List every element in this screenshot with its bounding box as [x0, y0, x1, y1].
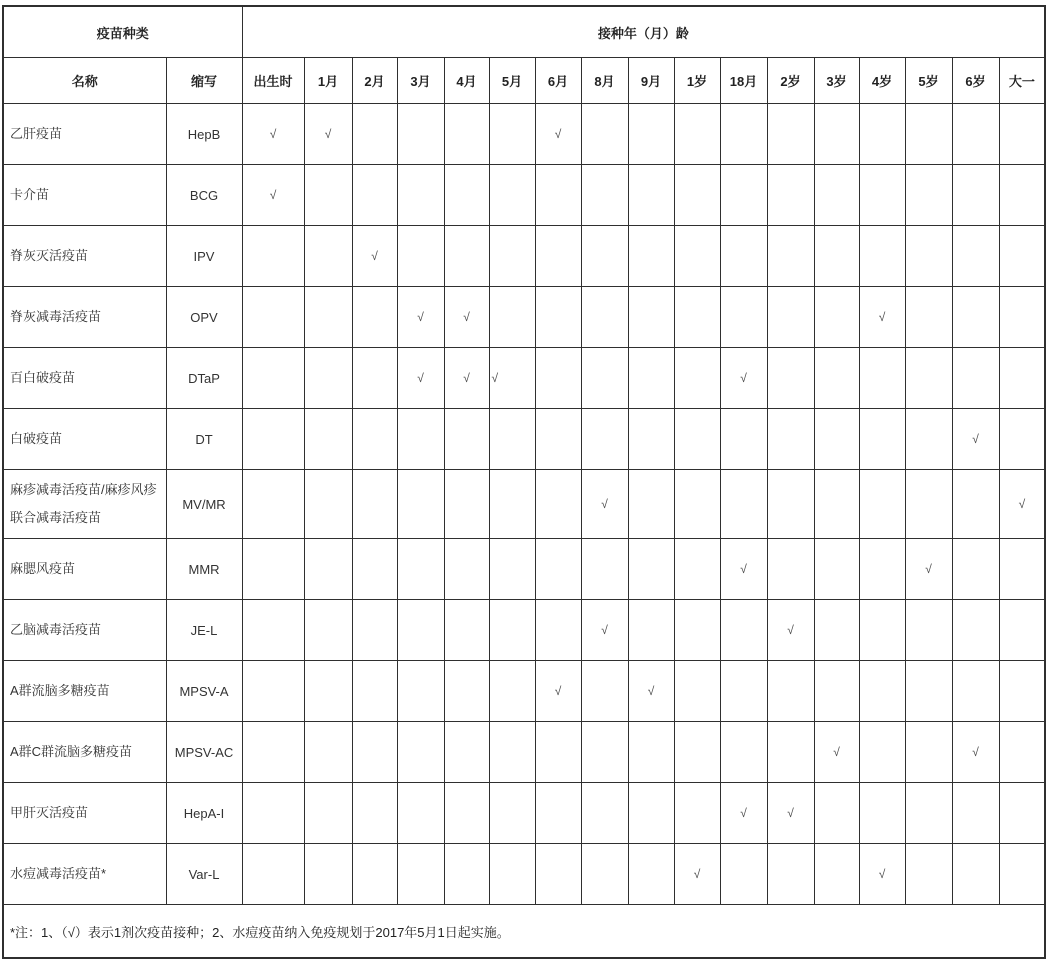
vaccine-abbr-cell: BCG [166, 165, 242, 226]
schedule-check-cell [397, 661, 444, 722]
schedule-check-cell [814, 783, 859, 844]
schedule-check-cell [859, 722, 905, 783]
schedule-check-cell [814, 348, 859, 409]
schedule-check-cell [905, 844, 952, 905]
schedule-check-cell [674, 539, 720, 600]
age-column-header: 6岁 [952, 58, 999, 104]
schedule-check-cell [905, 104, 952, 165]
schedule-check-cell [628, 539, 674, 600]
schedule-check-cell [242, 722, 304, 783]
schedule-check-cell [489, 844, 535, 905]
schedule-check-cell [814, 409, 859, 470]
schedule-check-cell [304, 661, 352, 722]
footnote-text: *注：1、（√）表示1剂次疫苗接种；2、水痘疫苗纳入免疫规划于2017年5月1日起实施。 [3, 905, 1045, 959]
vaccine-name-cell: A群C群流脑多糖疫苗 [3, 722, 166, 783]
schedule-check-cell [242, 287, 304, 348]
schedule-check-cell [859, 470, 905, 539]
schedule-check-cell [581, 165, 628, 226]
schedule-check-cell [489, 409, 535, 470]
schedule-check-cell [814, 470, 859, 539]
schedule-check-cell [535, 348, 581, 409]
schedule-check-cell [814, 844, 859, 905]
schedule-check-cell [905, 783, 952, 844]
schedule-check-cell [489, 165, 535, 226]
schedule-check-cell [628, 409, 674, 470]
schedule-check-cell [581, 287, 628, 348]
schedule-check-cell [720, 844, 767, 905]
schedule-check-cell [628, 104, 674, 165]
schedule-check-cell [242, 600, 304, 661]
header-columns-row [3, 58, 1045, 104]
schedule-check-cell: √ [952, 409, 999, 470]
schedule-check-cell [444, 539, 489, 600]
schedule-check-cell [444, 104, 489, 165]
schedule-check-cell [304, 783, 352, 844]
schedule-check-cell [720, 165, 767, 226]
schedule-check-cell [581, 783, 628, 844]
schedule-check-cell: √ [628, 661, 674, 722]
vaccine-name-cell: 水痘减毒活疫苗* [3, 844, 166, 905]
age-column-header: 3月 [397, 58, 444, 104]
schedule-check-cell [581, 722, 628, 783]
schedule-check-cell [444, 165, 489, 226]
age-column-header: 出生时 [242, 58, 304, 104]
schedule-check-cell [999, 783, 1045, 844]
schedule-check-cell [999, 348, 1045, 409]
schedule-check-cell [352, 844, 397, 905]
schedule-check-cell [674, 104, 720, 165]
vaccine-abbr-cell: JE-L [166, 600, 242, 661]
schedule-check-cell [628, 722, 674, 783]
schedule-check-cell: √ [444, 348, 489, 409]
table-row [3, 165, 1045, 226]
schedule-check-cell [304, 539, 352, 600]
schedule-check-cell [674, 661, 720, 722]
schedule-check-cell [905, 287, 952, 348]
schedule-check-cell [905, 409, 952, 470]
schedule-check-cell [444, 409, 489, 470]
age-column-header: 4岁 [859, 58, 905, 104]
schedule-check-cell [999, 600, 1045, 661]
schedule-check-cell: √ [814, 722, 859, 783]
schedule-check-cell [489, 539, 535, 600]
schedule-check-cell [999, 661, 1045, 722]
schedule-check-cell [444, 600, 489, 661]
schedule-check-cell [397, 539, 444, 600]
schedule-check-cell [767, 165, 814, 226]
vaccine-name-cell: 乙脑减毒活疫苗 [3, 600, 166, 661]
age-column-header: 18月 [720, 58, 767, 104]
schedule-check-cell [444, 470, 489, 539]
vaccine-name-cell: 麻腮风疫苗 [3, 539, 166, 600]
schedule-check-cell: √ [304, 104, 352, 165]
table-row [3, 104, 1045, 165]
schedule-check-cell [720, 722, 767, 783]
schedule-check-cell: √ [859, 287, 905, 348]
schedule-check-cell [999, 226, 1045, 287]
schedule-check-cell [674, 600, 720, 661]
schedule-check-cell: √ [535, 104, 581, 165]
schedule-check-cell: √ [720, 783, 767, 844]
schedule-check-cell [952, 844, 999, 905]
schedule-check-cell [859, 539, 905, 600]
schedule-check-cell [859, 783, 905, 844]
schedule-check-cell [489, 722, 535, 783]
schedule-check-cell [397, 165, 444, 226]
schedule-check-cell [674, 165, 720, 226]
schedule-check-cell [767, 844, 814, 905]
schedule-check-cell: √ [767, 783, 814, 844]
age-column-header: 5岁 [905, 58, 952, 104]
schedule-check-cell [767, 409, 814, 470]
schedule-check-cell [581, 539, 628, 600]
schedule-check-cell: √ [859, 844, 905, 905]
schedule-check-cell [952, 783, 999, 844]
schedule-check-cell [242, 661, 304, 722]
table-row [3, 348, 1045, 409]
schedule-check-cell [952, 661, 999, 722]
schedule-check-cell [674, 409, 720, 470]
schedule-check-cell: √ [720, 348, 767, 409]
schedule-check-cell [581, 844, 628, 905]
age-column-header: 大一 [999, 58, 1045, 104]
schedule-check-cell [628, 844, 674, 905]
table-header [3, 6, 1045, 104]
vaccine-abbr-cell: DTaP [166, 348, 242, 409]
schedule-check-cell [999, 722, 1045, 783]
schedule-check-cell [767, 287, 814, 348]
schedule-check-cell [489, 600, 535, 661]
schedule-check-cell [720, 104, 767, 165]
schedule-check-cell [581, 104, 628, 165]
schedule-check-cell [352, 287, 397, 348]
schedule-check-cell [535, 409, 581, 470]
schedule-check-cell [814, 287, 859, 348]
age-column-header: 1月 [304, 58, 352, 104]
schedule-check-cell [814, 661, 859, 722]
vaccine-type-header: 疫苗种类 [3, 6, 242, 58]
vaccine-name-cell: 百白破疫苗 [3, 348, 166, 409]
schedule-check-cell [444, 844, 489, 905]
schedule-check-cell [720, 287, 767, 348]
schedule-check-cell [628, 226, 674, 287]
schedule-check-cell [535, 226, 581, 287]
schedule-check-cell [489, 287, 535, 348]
vaccine-abbr-cell: HepB [166, 104, 242, 165]
schedule-check-cell [999, 165, 1045, 226]
schedule-check-cell [397, 226, 444, 287]
schedule-check-cell [397, 600, 444, 661]
schedule-check-cell: √ [999, 470, 1045, 539]
schedule-check-cell: √ [767, 600, 814, 661]
schedule-check-cell [535, 600, 581, 661]
schedule-check-cell [999, 844, 1045, 905]
schedule-check-cell [352, 104, 397, 165]
schedule-check-cell [352, 722, 397, 783]
schedule-check-cell [352, 409, 397, 470]
schedule-check-cell: √ [952, 722, 999, 783]
schedule-check-cell [952, 165, 999, 226]
schedule-check-cell [352, 539, 397, 600]
schedule-check-cell [444, 226, 489, 287]
schedule-check-cell [952, 539, 999, 600]
vaccine-abbr-cell: MV/MR [166, 470, 242, 539]
table-footer [3, 905, 1045, 959]
schedule-check-cell [444, 722, 489, 783]
schedule-check-cell [242, 844, 304, 905]
schedule-check-cell [304, 287, 352, 348]
schedule-check-cell [352, 470, 397, 539]
schedule-check-cell [952, 226, 999, 287]
schedule-check-cell [720, 600, 767, 661]
schedule-check-cell [242, 539, 304, 600]
table-row [3, 844, 1045, 905]
schedule-check-cell [304, 348, 352, 409]
schedule-check-cell [720, 661, 767, 722]
schedule-check-cell [397, 470, 444, 539]
vaccine-name-cell: A群流脑多糖疫苗 [3, 661, 166, 722]
age-column-header: 5月 [489, 58, 535, 104]
schedule-check-cell: √ [581, 470, 628, 539]
schedule-check-cell [999, 287, 1045, 348]
schedule-check-cell [489, 783, 535, 844]
schedule-check-cell: √ [905, 539, 952, 600]
vaccine-name-cell: 脊灰灭活疫苗 [3, 226, 166, 287]
name-column-header: 名称 [3, 58, 166, 104]
schedule-check-cell [628, 600, 674, 661]
footnote-row [3, 905, 1045, 959]
schedule-check-cell [674, 226, 720, 287]
schedule-check-cell [242, 226, 304, 287]
age-column-header: 6月 [535, 58, 581, 104]
vaccine-abbr-cell: Var-L [166, 844, 242, 905]
age-column-header: 2月 [352, 58, 397, 104]
schedule-check-cell [581, 226, 628, 287]
schedule-check-cell [352, 783, 397, 844]
schedule-check-cell [304, 470, 352, 539]
schedule-check-cell [352, 165, 397, 226]
schedule-check-cell [767, 539, 814, 600]
table-row [3, 226, 1045, 287]
schedule-check-cell [352, 600, 397, 661]
schedule-check-cell [535, 844, 581, 905]
table-row [3, 661, 1045, 722]
schedule-check-cell [767, 226, 814, 287]
schedule-check-cell: √ [242, 104, 304, 165]
schedule-check-cell [304, 409, 352, 470]
schedule-check-cell [814, 165, 859, 226]
schedule-check-cell [814, 600, 859, 661]
schedule-check-cell [352, 661, 397, 722]
immunization-schedule-table [2, 5, 1046, 959]
schedule-check-cell [489, 104, 535, 165]
schedule-check-cell [304, 844, 352, 905]
schedule-check-cell [397, 783, 444, 844]
vaccine-abbr-cell: HepA-I [166, 783, 242, 844]
schedule-check-cell [444, 661, 489, 722]
table-row [3, 783, 1045, 844]
schedule-check-cell [628, 783, 674, 844]
schedule-check-cell [581, 348, 628, 409]
schedule-check-cell [397, 104, 444, 165]
schedule-check-cell [952, 104, 999, 165]
schedule-check-cell: √ [535, 661, 581, 722]
schedule-check-cell [999, 104, 1045, 165]
schedule-check-cell [952, 470, 999, 539]
schedule-check-cell [628, 470, 674, 539]
schedule-check-cell [767, 104, 814, 165]
schedule-check-cell [628, 287, 674, 348]
schedule-check-cell [814, 104, 859, 165]
schedule-check-cell [859, 409, 905, 470]
vaccine-abbr-cell: MPSV-A [166, 661, 242, 722]
schedule-check-cell [767, 470, 814, 539]
schedule-check-cell: √ [444, 287, 489, 348]
table-row [3, 600, 1045, 661]
schedule-check-cell: √ [352, 226, 397, 287]
schedule-check-cell [581, 409, 628, 470]
schedule-check-cell [859, 348, 905, 409]
vaccine-name-cell: 脊灰减毒活疫苗 [3, 287, 166, 348]
schedule-check-cell [628, 348, 674, 409]
schedule-check-cell [905, 165, 952, 226]
schedule-check-cell [242, 409, 304, 470]
vaccine-name-cell: 麻疹减毒活疫苗/麻疹风疹联合减毒活疫苗 [3, 470, 166, 539]
schedule-check-cell [489, 226, 535, 287]
schedule-check-cell [444, 783, 489, 844]
schedule-body [3, 104, 1045, 905]
schedule-check-cell [242, 348, 304, 409]
schedule-check-cell [535, 539, 581, 600]
schedule-check-cell [489, 661, 535, 722]
vaccine-abbr-cell: MMR [166, 539, 242, 600]
schedule-check-cell [952, 287, 999, 348]
schedule-check-cell [535, 470, 581, 539]
schedule-check-cell [952, 348, 999, 409]
schedule-check-cell: √ [489, 348, 535, 409]
schedule-check-cell [535, 287, 581, 348]
schedule-check-cell [304, 226, 352, 287]
schedule-check-cell [489, 470, 535, 539]
schedule-check-cell [767, 722, 814, 783]
age-axis-header: 接种年（月）龄 [242, 6, 1045, 58]
vaccine-name-cell: 乙肝疫苗 [3, 104, 166, 165]
schedule-check-cell [999, 409, 1045, 470]
schedule-check-cell [720, 470, 767, 539]
vaccine-abbr-cell: MPSV-AC [166, 722, 242, 783]
table-row [3, 409, 1045, 470]
schedule-check-cell [628, 165, 674, 226]
schedule-check-cell [905, 600, 952, 661]
schedule-check-cell [905, 661, 952, 722]
schedule-check-cell [674, 783, 720, 844]
vaccine-name-cell: 卡介苗 [3, 165, 166, 226]
schedule-check-cell [397, 844, 444, 905]
schedule-check-cell [859, 165, 905, 226]
schedule-check-cell [767, 348, 814, 409]
schedule-check-cell [304, 722, 352, 783]
schedule-check-cell [905, 226, 952, 287]
schedule-check-cell [859, 104, 905, 165]
age-column-header: 8月 [581, 58, 628, 104]
schedule-check-cell [535, 783, 581, 844]
schedule-check-cell [304, 165, 352, 226]
schedule-check-cell [674, 722, 720, 783]
vaccine-name-cell: 甲肝灭活疫苗 [3, 783, 166, 844]
table-row [3, 287, 1045, 348]
schedule-check-cell [242, 783, 304, 844]
schedule-check-cell [674, 470, 720, 539]
schedule-check-cell [814, 539, 859, 600]
schedule-check-cell [674, 348, 720, 409]
schedule-check-cell [397, 722, 444, 783]
age-column-header: 3岁 [814, 58, 859, 104]
schedule-check-cell [767, 661, 814, 722]
vaccine-abbr-cell: DT [166, 409, 242, 470]
schedule-check-cell: √ [720, 539, 767, 600]
schedule-check-cell [535, 722, 581, 783]
schedule-check-cell [535, 165, 581, 226]
abbr-column-header: 缩写 [166, 58, 242, 104]
table-row [3, 722, 1045, 783]
schedule-check-cell: √ [397, 348, 444, 409]
vaccine-name-cell: 白破疫苗 [3, 409, 166, 470]
age-column-header: 4月 [444, 58, 489, 104]
table-row [3, 470, 1045, 539]
schedule-check-cell [242, 470, 304, 539]
schedule-check-cell: √ [397, 287, 444, 348]
schedule-check-cell [905, 470, 952, 539]
schedule-check-cell [905, 348, 952, 409]
schedule-check-cell [674, 287, 720, 348]
schedule-check-cell [304, 600, 352, 661]
age-column-header: 1岁 [674, 58, 720, 104]
schedule-check-cell: √ [581, 600, 628, 661]
schedule-check-cell [999, 539, 1045, 600]
schedule-check-cell [859, 226, 905, 287]
schedule-check-cell [352, 348, 397, 409]
schedule-check-cell [397, 409, 444, 470]
header-group-row [3, 6, 1045, 58]
schedule-check-cell [952, 600, 999, 661]
vaccine-abbr-cell: IPV [166, 226, 242, 287]
schedule-check-cell: √ [242, 165, 304, 226]
age-column-header: 9月 [628, 58, 674, 104]
schedule-check-cell [581, 661, 628, 722]
schedule-check-cell [859, 661, 905, 722]
schedule-check-cell [905, 722, 952, 783]
table-row [3, 539, 1045, 600]
vaccine-abbr-cell: OPV [166, 287, 242, 348]
schedule-check-cell: √ [674, 844, 720, 905]
schedule-check-cell [859, 600, 905, 661]
schedule-check-cell [720, 409, 767, 470]
schedule-check-cell [814, 226, 859, 287]
schedule-check-cell [720, 226, 767, 287]
age-column-header: 2岁 [767, 58, 814, 104]
